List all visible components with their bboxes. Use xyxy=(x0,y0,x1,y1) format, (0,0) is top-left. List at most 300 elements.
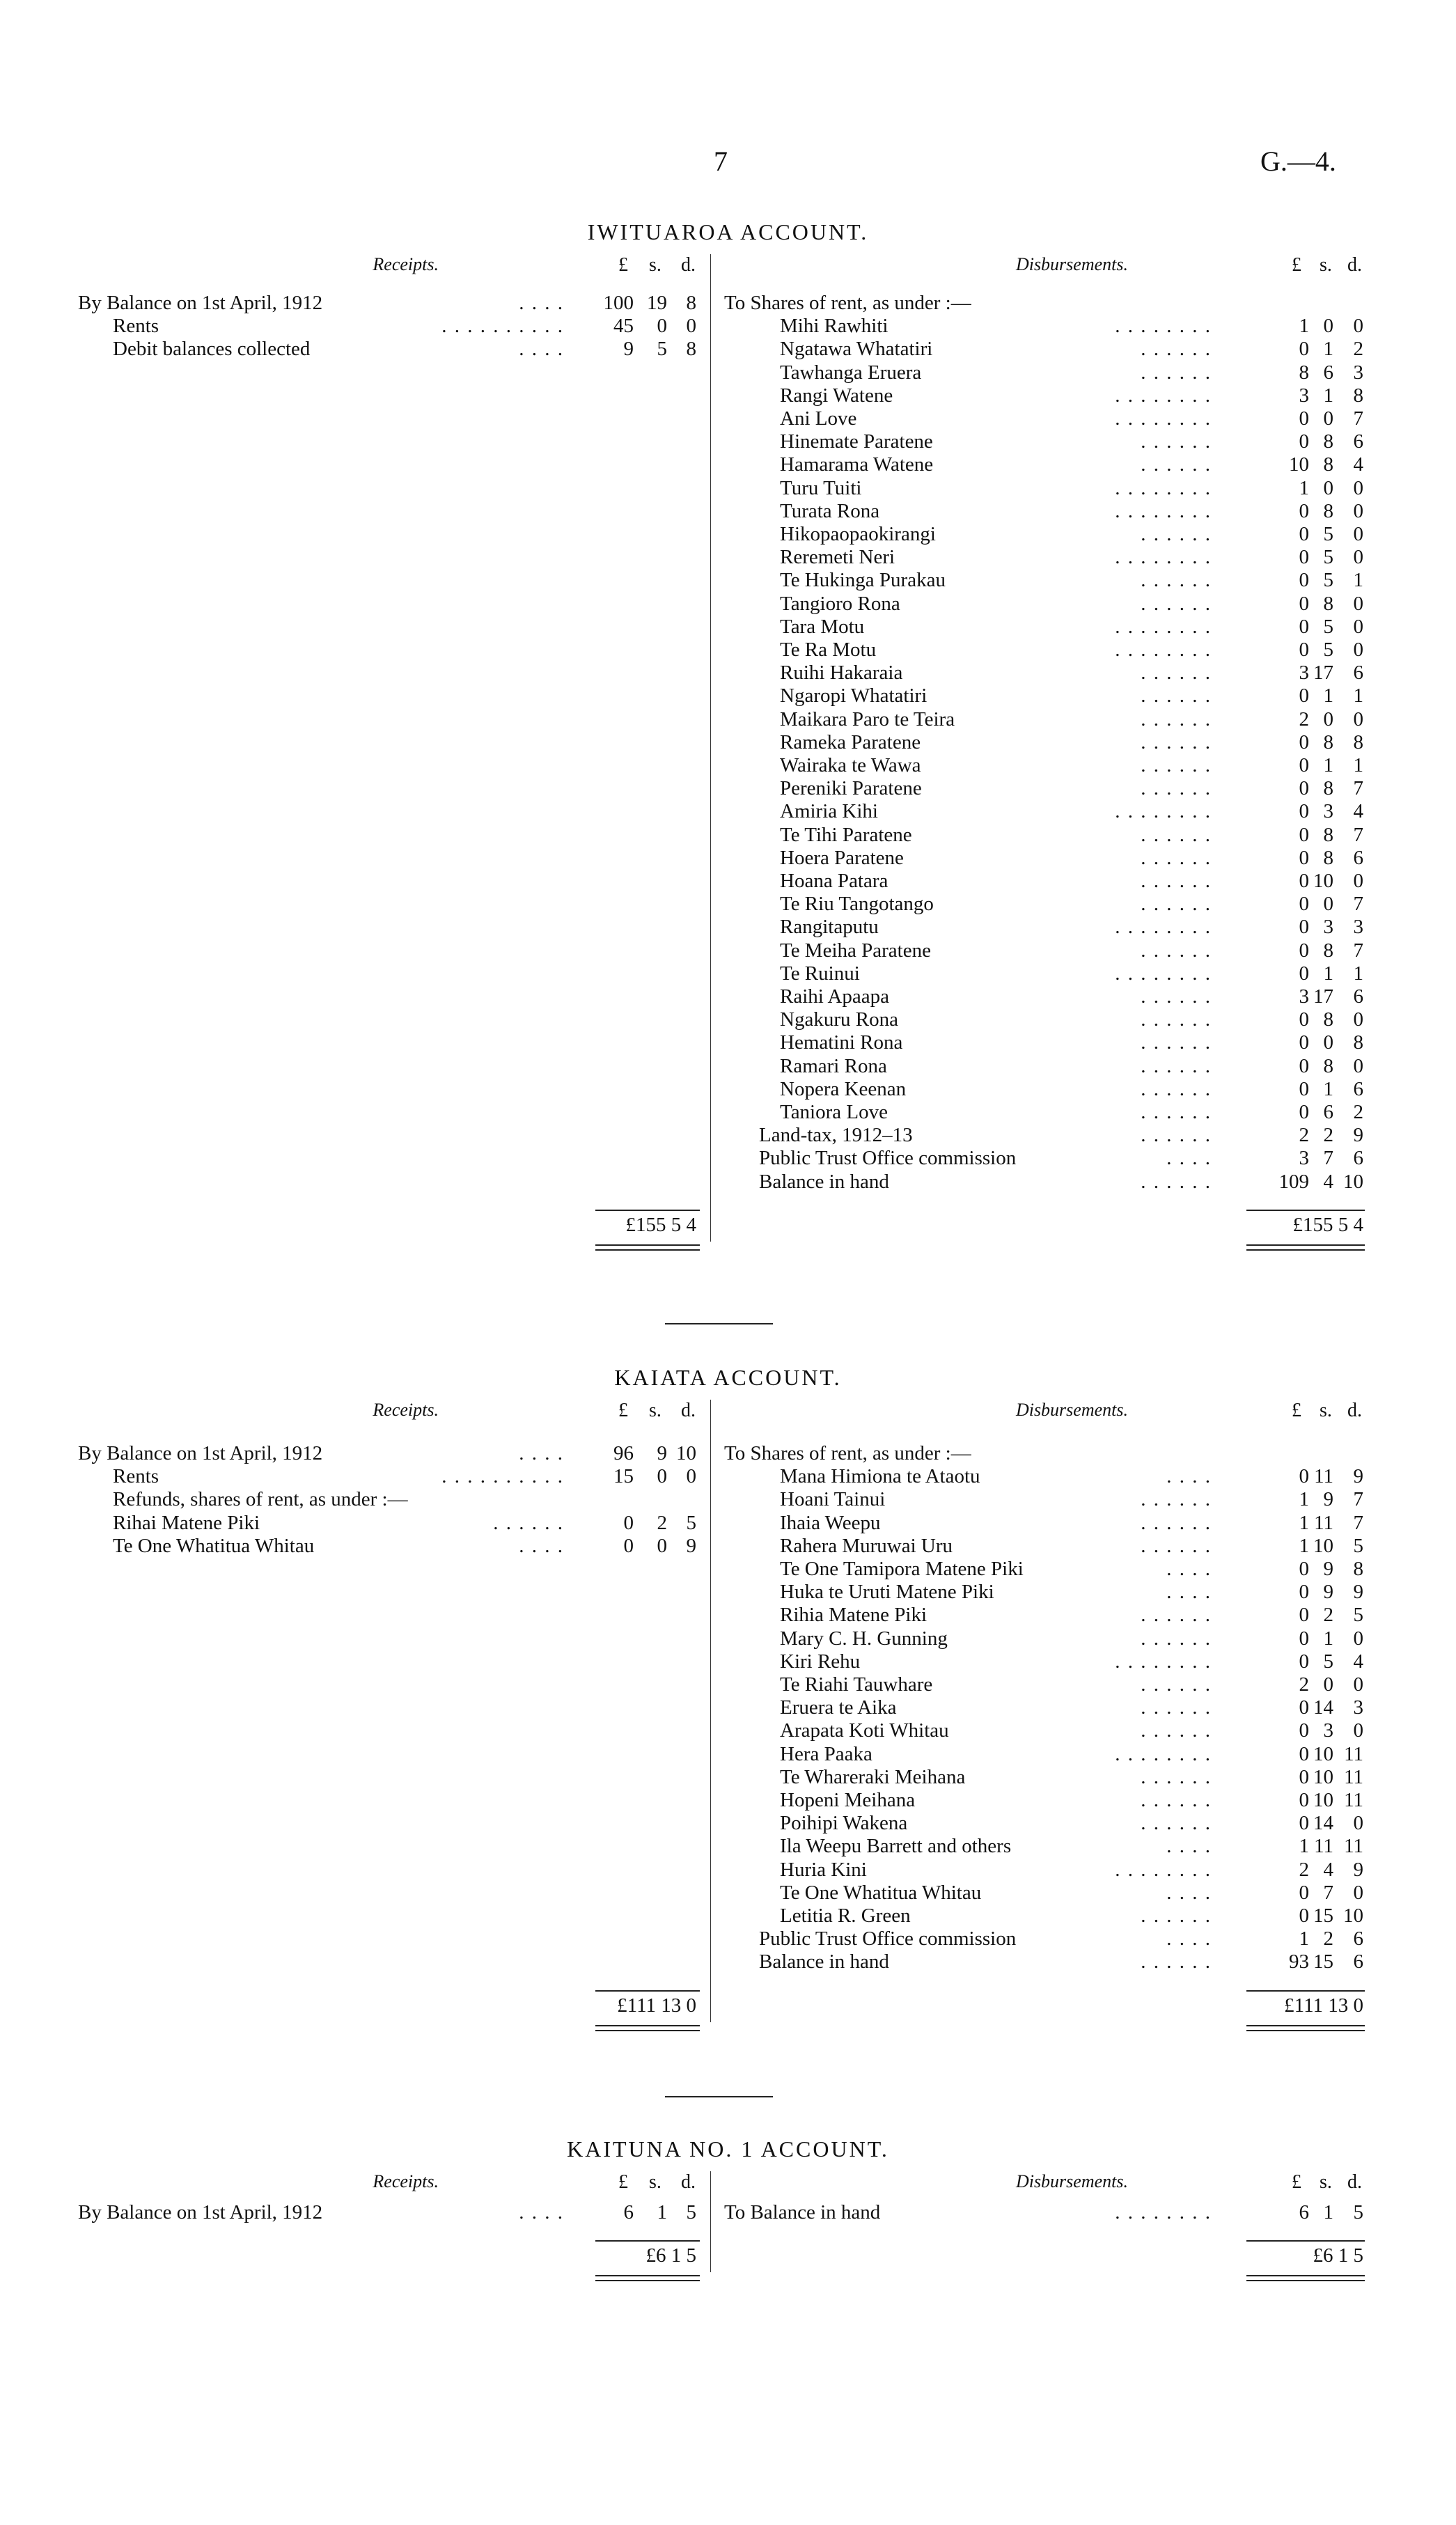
amount-shillings: 15 xyxy=(1313,1905,1333,1927)
amount-shillings: 1 xyxy=(1323,685,1333,708)
amount-shillings: 6 xyxy=(1323,361,1333,384)
amount-shillings: 9 xyxy=(657,1442,667,1464)
amount-shillings: 8 xyxy=(1323,453,1333,476)
amount-shillings: 0 xyxy=(1323,1673,1333,1696)
double-rule xyxy=(595,2030,700,2031)
amount-pounds: 0 xyxy=(1299,523,1309,545)
amount-shillings: 17 xyxy=(1313,662,1333,685)
leader-dots: . . . . . . xyxy=(1141,777,1212,800)
amount-pounds: 3 xyxy=(1299,985,1309,1008)
amount-pounds: 1 xyxy=(1299,1488,1309,1511)
amount-pence: 11 xyxy=(1344,1742,1363,1765)
amount-pence: 2 xyxy=(1353,338,1363,361)
leader-dots: . . . . . . xyxy=(1141,1789,1212,1811)
amount-shillings: 11 xyxy=(1314,1465,1333,1488)
double-rule xyxy=(1246,2280,1365,2281)
disbursements-heading: Disbursements. xyxy=(1015,2171,1128,2191)
receipts-total: £111 13 0 xyxy=(617,1994,696,2017)
amount-shillings: 0 xyxy=(1323,708,1333,730)
entry-label: Rents xyxy=(113,315,159,338)
amount-pence: 0 xyxy=(1353,1812,1363,1835)
leader-dots: . . . . . . xyxy=(1141,1124,1212,1147)
amount-pounds: 0 xyxy=(1299,1905,1309,1927)
amount-pence: 5 xyxy=(1353,1534,1363,1557)
amount-shillings: 0 xyxy=(657,1534,667,1557)
amount-pence: 8 xyxy=(686,338,696,361)
pence-heading: d. xyxy=(1347,254,1362,276)
amount-pounds: 0 xyxy=(1299,1558,1309,1580)
double-rule xyxy=(595,1249,700,1251)
entry-label: Maikara Paro te Teira xyxy=(780,708,955,730)
leader-dots: . . . . . . . . . . xyxy=(441,1465,564,1488)
double-rule xyxy=(1246,2030,1365,2031)
amount-shillings: 4 xyxy=(1323,1858,1333,1881)
amount-shillings: 0 xyxy=(1323,1031,1333,1054)
pound-heading: £ xyxy=(618,2171,628,2193)
amount-shillings: 10 xyxy=(1313,1742,1333,1765)
amount-pounds: 0 xyxy=(1299,1881,1309,1904)
total-rule xyxy=(595,2240,700,2242)
amount-pence: 6 xyxy=(1353,1951,1363,1973)
entry-label: To Balance in hand xyxy=(724,2201,881,2223)
leader-dots: . . . . . . xyxy=(1141,708,1212,730)
amount-shillings: 19 xyxy=(647,292,667,314)
amount-shillings: 2 xyxy=(1323,1604,1333,1627)
amount-shillings: 17 xyxy=(1313,985,1333,1008)
amount-pounds: 0 xyxy=(1299,685,1309,708)
shilling-heading: s. xyxy=(1320,1400,1332,1421)
amount-pounds: 3 xyxy=(1299,662,1309,685)
amount-pence: 0 xyxy=(1353,1054,1363,1077)
leader-dots: . . . . . . xyxy=(1141,1765,1212,1788)
leader-dots: . . . . . . xyxy=(1141,1008,1212,1031)
amount-pence: 0 xyxy=(1353,1673,1363,1696)
amount-pounds: 0 xyxy=(1299,338,1309,361)
amount-shillings: 9 xyxy=(1323,1581,1333,1604)
leader-dots: . . . . . . xyxy=(1141,1627,1212,1650)
amount-pence: 0 xyxy=(1353,476,1363,499)
entry-label: Rameka Paratene xyxy=(780,730,921,753)
leader-dots: . . . . . . xyxy=(1141,870,1212,892)
leader-dots: . . . . . . xyxy=(493,1511,564,1534)
entry-label: Ngakuru Rona xyxy=(780,1008,898,1031)
entry-label: Te One Whatitua Whitau xyxy=(780,1881,982,1904)
amount-shillings: 8 xyxy=(1323,430,1333,453)
amount-pence: 4 xyxy=(1353,453,1363,476)
leader-dots: . . . . . . . . xyxy=(1115,2201,1212,2223)
leader-dots: . . . . . . . . . . xyxy=(441,315,564,338)
amount-pounds: 9 xyxy=(623,338,634,361)
amount-shillings: 0 xyxy=(1323,407,1333,430)
pence-heading: d. xyxy=(681,1400,696,1421)
leader-dots: . . . . . . xyxy=(1141,1077,1212,1100)
amount-pounds: 1 xyxy=(1299,1511,1309,1534)
amount-pence: 1 xyxy=(1353,962,1363,985)
entry-label: Reremeti Neri xyxy=(780,546,895,569)
leader-dots: . . . . . . . . xyxy=(1115,407,1212,430)
double-rule xyxy=(1246,2025,1365,2026)
leader-dots: . . . . . . xyxy=(1141,592,1212,615)
pence-heading: d. xyxy=(681,2171,696,2193)
amount-pounds: 1 xyxy=(1299,1534,1309,1557)
receipts-heading: Receipts. xyxy=(373,1400,439,1420)
amount-pence: 4 xyxy=(1353,800,1363,823)
amount-shillings: 10 xyxy=(1313,870,1333,892)
amount-pounds: 0 xyxy=(1299,1627,1309,1650)
amount-shillings: 14 xyxy=(1313,1696,1333,1719)
leader-dots: . . . . . . xyxy=(1141,1673,1212,1696)
amount-shillings: 1 xyxy=(1323,384,1333,407)
entry-label: Wairaka te Wawa xyxy=(780,754,921,776)
receipts-heading: Receipts. xyxy=(373,254,439,274)
entry-label: Hopeni Meihana xyxy=(780,1789,916,1811)
entry-label: Letitia R. Green xyxy=(780,1905,911,1927)
leader-dots: . . . . . . xyxy=(1141,985,1212,1008)
entry-label: Te Tihi Paratene xyxy=(780,823,912,846)
entry-label: Amiria Kihi xyxy=(780,800,878,823)
amount-pence: 5 xyxy=(686,1511,696,1534)
leader-dots: . . . . . . xyxy=(1141,1696,1212,1719)
amount-pence: 7 xyxy=(1353,1511,1363,1534)
amount-pence: 0 xyxy=(1353,1719,1363,1742)
leader-dots: . . . . . . xyxy=(1141,823,1212,846)
amount-pounds: 0 xyxy=(1299,939,1309,962)
amount-pence: 6 xyxy=(1353,430,1363,453)
account-title: KAIATA ACCOUNT. xyxy=(614,1365,842,1390)
amount-pence: 8 xyxy=(1353,730,1363,753)
leader-dots: . . . . . . xyxy=(1141,1101,1212,1123)
amount-pounds: 3 xyxy=(1299,1147,1309,1170)
leader-dots: . . . . . . xyxy=(1141,846,1212,869)
amount-pounds: 1 xyxy=(1299,315,1309,338)
amount-shillings: 4 xyxy=(1323,1170,1333,1193)
pound-heading: £ xyxy=(1292,254,1301,276)
leader-dots: . . . . xyxy=(519,1534,564,1557)
entry-label: Te Whareraki Meihana xyxy=(780,1765,966,1788)
amount-pence: 6 xyxy=(1353,662,1363,685)
amount-pence: 6 xyxy=(1353,1928,1363,1951)
amount-shillings: 2 xyxy=(1323,1928,1333,1951)
amount-shillings: 1 xyxy=(1323,1077,1333,1100)
entry-label: Balance in hand xyxy=(759,1170,889,1193)
amount-pounds: 10 xyxy=(1289,453,1309,476)
amount-pence: 11 xyxy=(1344,1765,1363,1788)
amount-pence: 0 xyxy=(1353,499,1363,522)
amount-pounds: 0 xyxy=(1299,1789,1309,1811)
leader-dots: . . . . . . . . xyxy=(1115,639,1212,661)
leader-dots: . . . . . . xyxy=(1141,1604,1212,1627)
leader-dots: . . . . . . xyxy=(1141,1511,1212,1534)
leader-dots: . . . . . . xyxy=(1141,1488,1212,1511)
entry-label: Hinemate Paratene xyxy=(780,430,933,453)
leader-dots: . . . . . . xyxy=(1141,1812,1212,1835)
amount-pounds: 0 xyxy=(1299,754,1309,776)
entry-label: By Balance on 1st April, 1912 xyxy=(78,292,323,314)
leader-dots: . . . . . . xyxy=(1141,1054,1212,1077)
amount-pence: 8 xyxy=(1353,384,1363,407)
amount-pounds: 109 xyxy=(1278,1170,1309,1193)
leader-dots: . . . . . . xyxy=(1141,730,1212,753)
amount-pence: 11 xyxy=(1344,1789,1363,1811)
entry-label: Ila Weepu Barrett and others xyxy=(780,1835,1012,1858)
amount-pounds: 0 xyxy=(1299,916,1309,939)
leader-dots: . . . . . . xyxy=(1141,523,1212,545)
pence-heading: d. xyxy=(681,254,696,276)
entry-label: Nopera Keenan xyxy=(780,1077,907,1100)
amount-pounds: 0 xyxy=(1299,1008,1309,1031)
entry-label: Public Trust Office commission xyxy=(759,1147,1017,1170)
amount-pence: 5 xyxy=(1353,1604,1363,1627)
leader-dots: . . . . . . xyxy=(1141,662,1212,685)
amount-pounds: 0 xyxy=(1299,499,1309,522)
entry-label: Kiri Rehu xyxy=(780,1650,861,1673)
amount-pence: 7 xyxy=(1353,1488,1363,1511)
receipts-heading: Receipts. xyxy=(373,2171,439,2191)
amount-pence: 6 xyxy=(1353,1077,1363,1100)
account-title: IWITUAROA ACCOUNT. xyxy=(587,219,869,244)
amount-shillings: 7 xyxy=(1323,1881,1333,1904)
amount-shillings: 9 xyxy=(1323,1488,1333,1511)
amount-shillings: 5 xyxy=(1323,546,1333,569)
total-rule xyxy=(595,1210,700,1211)
amount-pounds: 93 xyxy=(1289,1951,1309,1973)
amount-pence: 1 xyxy=(1353,685,1363,708)
amount-pence: 7 xyxy=(1353,893,1363,916)
amount-pence: 7 xyxy=(1353,407,1363,430)
shilling-heading: s. xyxy=(649,1400,662,1421)
amount-pounds: 0 xyxy=(1299,1604,1309,1627)
amount-shillings: 14 xyxy=(1313,1812,1333,1835)
entry-label: Tawhanga Eruera xyxy=(780,361,922,384)
amount-pounds: 0 xyxy=(1299,615,1309,638)
amount-pence: 6 xyxy=(1353,1147,1363,1170)
amount-pounds: 0 xyxy=(1299,1031,1309,1054)
amount-shillings: 0 xyxy=(657,1465,667,1488)
leader-dots: . . . . xyxy=(519,2201,564,2223)
amount-shillings: 1 xyxy=(1323,1627,1333,1650)
amount-pounds: 0 xyxy=(1299,1465,1309,1488)
leader-dots: . . . . xyxy=(519,1442,564,1464)
leader-dots: . . . . . . . . xyxy=(1115,962,1212,985)
leader-dots: . . . . xyxy=(519,338,564,361)
amount-pounds: 0 xyxy=(1299,639,1309,661)
amount-pence: 10 xyxy=(676,1442,696,1464)
entry-label: Te One Whatitua Whitau xyxy=(113,1534,315,1557)
leader-dots: . . . . . . xyxy=(1141,754,1212,776)
leader-dots: . . . . xyxy=(1166,1881,1212,1904)
entry-label: Te Meiha Paratene xyxy=(780,939,931,962)
amount-pounds: 0 xyxy=(1299,1101,1309,1123)
amount-pounds: 0 xyxy=(623,1534,634,1557)
entry-label: Refunds, shares of rent, as under :— xyxy=(113,1488,408,1511)
entry-label: Huria Kini xyxy=(780,1858,867,1881)
leader-dots: . . . . . . xyxy=(1141,1951,1212,1973)
amount-pence: 0 xyxy=(1353,592,1363,615)
amount-pence: 1 xyxy=(1353,754,1363,776)
amount-shillings: 8 xyxy=(1323,592,1333,615)
entry-label: Rihai Matene Piki xyxy=(113,1511,260,1534)
amount-pounds: 2 xyxy=(1299,1673,1309,1696)
entry-label: Ihaia Weepu xyxy=(780,1511,881,1534)
amount-pence: 4 xyxy=(1353,1650,1363,1673)
amount-pence: 9 xyxy=(1353,1465,1363,1488)
entry-label: Public Trust Office commission xyxy=(759,1928,1017,1951)
amount-shillings: 5 xyxy=(657,338,667,361)
amount-pence: 9 xyxy=(686,1534,696,1557)
entry-label: Pereniki Paratene xyxy=(780,777,922,800)
amount-pence: 3 xyxy=(1353,916,1363,939)
entry-label: Mana Himiona te Ataotu xyxy=(780,1465,980,1488)
entry-label: Land-tax, 1912–13 xyxy=(759,1124,913,1147)
amount-pounds: 0 xyxy=(1299,1719,1309,1742)
leader-dots: . . . . . . . . xyxy=(1115,1858,1212,1881)
leader-dots: . . . . . . xyxy=(1141,1534,1212,1557)
entry-label: To Shares of rent, as under :— xyxy=(724,292,971,314)
leader-dots: . . . . . . . . xyxy=(1115,916,1212,939)
amount-pence: 9 xyxy=(1353,1858,1363,1881)
leader-dots: . . . . . . . . xyxy=(1115,1742,1212,1765)
double-rule xyxy=(595,2025,700,2026)
amount-pounds: 0 xyxy=(623,1511,634,1534)
disbursements-total: £111 13 0 xyxy=(1284,1994,1363,2017)
leader-dots: . . . . . . xyxy=(1141,1031,1212,1054)
amount-pence: 8 xyxy=(1353,1031,1363,1054)
total-rule xyxy=(595,1990,700,1992)
disbursements-total: £6 1 5 xyxy=(1313,2244,1363,2267)
entry-label: Mihi Rawhiti xyxy=(780,315,889,338)
amount-pounds: 0 xyxy=(1299,592,1309,615)
amount-pounds: 0 xyxy=(1299,1650,1309,1673)
amount-pence: 11 xyxy=(1344,1835,1363,1858)
amount-pence: 5 xyxy=(1353,2201,1363,2223)
leader-dots: . . . . . . xyxy=(1141,361,1212,384)
entry-label: Tangioro Rona xyxy=(780,592,900,615)
double-rule xyxy=(1246,1244,1365,1246)
amount-pounds: 8 xyxy=(1299,361,1309,384)
pence-heading: d. xyxy=(1347,1400,1362,1421)
receipts-total: £155 5 4 xyxy=(625,1213,696,1236)
amount-pence: 0 xyxy=(1353,315,1363,338)
amount-pounds: 0 xyxy=(1299,1054,1309,1077)
amount-shillings: 5 xyxy=(1323,569,1333,592)
entry-label: Tara Motu xyxy=(780,615,865,638)
disbursements-heading: Disbursements. xyxy=(1015,1400,1128,1420)
amount-pounds: 0 xyxy=(1299,546,1309,569)
double-rule xyxy=(595,2275,700,2276)
entry-label: Turata Rona xyxy=(780,499,880,522)
amount-shillings: 10 xyxy=(1313,1789,1333,1811)
amount-pence: 6 xyxy=(1353,985,1363,1008)
amount-pence: 0 xyxy=(1353,870,1363,892)
amount-pounds: 3 xyxy=(1299,384,1309,407)
entry-label: Rents xyxy=(113,1465,159,1488)
amount-pence: 5 xyxy=(686,2201,696,2223)
amount-pence: 6 xyxy=(1353,846,1363,869)
entry-label: By Balance on 1st April, 1912 xyxy=(78,2201,323,2223)
amount-shillings: 1 xyxy=(1323,338,1333,361)
amount-pence: 8 xyxy=(1353,1558,1363,1580)
amount-shillings: 8 xyxy=(1323,846,1333,869)
entry-label: Arapata Koti Whitau xyxy=(780,1719,949,1742)
amount-pence: 7 xyxy=(1353,777,1363,800)
entry-label: Hematini Rona xyxy=(780,1031,903,1054)
amount-pounds: 0 xyxy=(1299,569,1309,592)
entry-label: Ramari Rona xyxy=(780,1054,887,1077)
amount-shillings: 5 xyxy=(1323,615,1333,638)
double-rule xyxy=(1246,1249,1365,1251)
amount-pounds: 0 xyxy=(1299,1581,1309,1604)
entry-label: Mary C. H. Gunning xyxy=(780,1627,948,1650)
amount-shillings: 11 xyxy=(1314,1835,1333,1858)
amount-pence: 7 xyxy=(1353,823,1363,846)
entry-label: Rangi Watene xyxy=(780,384,893,407)
amount-shillings: 8 xyxy=(1323,1008,1333,1031)
amount-pence: 8 xyxy=(686,292,696,314)
amount-shillings: 6 xyxy=(1323,1101,1333,1123)
pence-heading: d. xyxy=(1347,2171,1362,2193)
amount-pence: 0 xyxy=(1353,1008,1363,1031)
leader-dots: . . . . . . . . xyxy=(1115,1650,1212,1673)
amount-pence: 3 xyxy=(1353,361,1363,384)
document-reference: G.—4. xyxy=(1260,146,1336,177)
entry-label: Ruihi Hakaraia xyxy=(780,662,903,685)
amount-pounds: 1 xyxy=(1299,476,1309,499)
amount-shillings: 0 xyxy=(1323,476,1333,499)
entry-label: Rangitaputu xyxy=(780,916,879,939)
leader-dots: . . . . . . xyxy=(1141,453,1212,476)
amount-pounds: 2 xyxy=(1299,1124,1309,1147)
leader-dots: . . . . . . xyxy=(1141,1719,1212,1742)
entry-label: Hera Paaka xyxy=(780,1742,872,1765)
amount-pounds: 0 xyxy=(1299,962,1309,985)
shilling-heading: s. xyxy=(1320,2171,1332,2193)
column-divider xyxy=(710,2171,711,2272)
entry-label: Hikopaopaokirangi xyxy=(780,523,936,545)
amount-shillings: 8 xyxy=(1323,823,1333,846)
leader-dots: . . . . . . xyxy=(1141,569,1212,592)
section-separator xyxy=(665,1323,773,1324)
pound-heading: £ xyxy=(1292,1400,1301,1421)
amount-pounds: 0 xyxy=(1299,1765,1309,1788)
amount-pounds: 0 xyxy=(1299,800,1309,823)
entry-label: Ani Love xyxy=(780,407,857,430)
amount-pounds: 2 xyxy=(1299,708,1309,730)
entry-label: Te Ra Motu xyxy=(780,639,877,661)
amount-pence: 0 xyxy=(1353,615,1363,638)
amount-shillings: 1 xyxy=(1323,2201,1333,2223)
amount-shillings: 8 xyxy=(1323,499,1333,522)
shilling-heading: s. xyxy=(649,254,662,276)
shilling-heading: s. xyxy=(649,2171,662,2193)
amount-shillings: 1 xyxy=(1323,754,1333,776)
leader-dots: . . . . . . . . xyxy=(1115,499,1212,522)
entry-label: Te One Tamipora Matene Piki xyxy=(780,1558,1024,1580)
amount-pounds: 0 xyxy=(1299,823,1309,846)
entry-label: Rihia Matene Piki xyxy=(780,1604,927,1627)
leader-dots: . . . . . . xyxy=(1141,685,1212,708)
entry-label: Ngaropi Whatatiri xyxy=(780,685,927,708)
amount-shillings: 8 xyxy=(1323,777,1333,800)
entry-label: Hoana Patara xyxy=(780,870,889,892)
amount-pounds: 0 xyxy=(1299,1812,1309,1835)
entry-label: Hamarama Watene xyxy=(780,453,934,476)
amount-pounds: 0 xyxy=(1299,1077,1309,1100)
amount-shillings: 7 xyxy=(1323,1147,1333,1170)
leader-dots: . . . . . . . . xyxy=(1115,315,1212,338)
leader-dots: . . . . . . xyxy=(1141,430,1212,453)
amount-shillings: 3 xyxy=(1323,916,1333,939)
amount-pounds: 0 xyxy=(1299,407,1309,430)
